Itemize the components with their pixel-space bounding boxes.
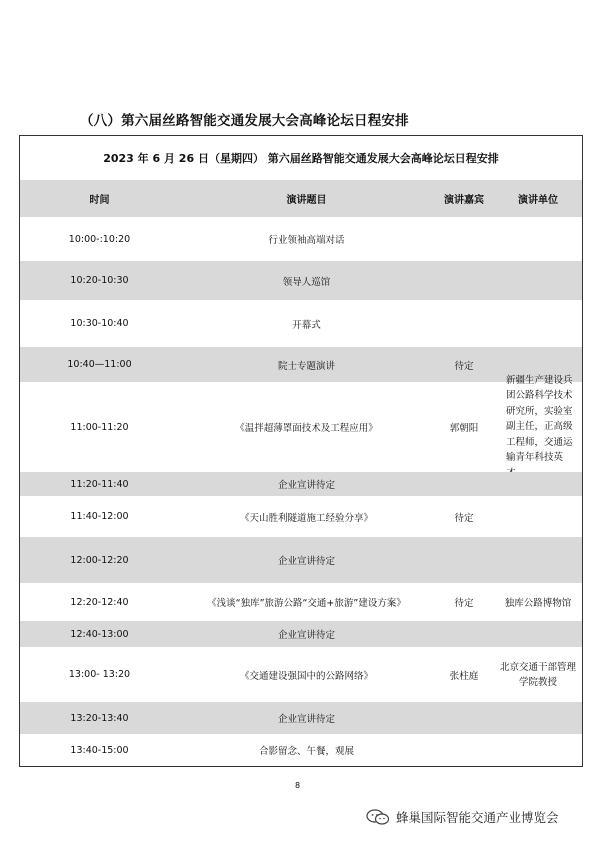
- row-time: 10:20-10:30: [70, 275, 129, 286]
- table-row: [20, 382, 582, 472]
- header-unit: 演讲单位: [518, 195, 558, 206]
- table-row: [20, 734, 582, 766]
- row-unit: [494, 261, 582, 300]
- row-time: 12:40-13:00: [70, 628, 129, 640]
- row-topic: 《交通建设强国中的公路网络》: [239, 670, 373, 682]
- row-time: 13:40-15:00: [70, 744, 129, 756]
- row-speaker: 郭朝阳: [449, 423, 479, 434]
- row-unit: [494, 621, 582, 647]
- schedule-table: [19, 135, 583, 767]
- row-unit: [494, 734, 582, 766]
- row-speaker: 待定: [454, 598, 474, 609]
- table-row: [20, 702, 582, 734]
- header-row: [20, 180, 582, 217]
- schedule-title: 2023 年 6 月 26 日（星期四） 第六届丝路智能交通发展大会高峰论坛日程安排: [103, 152, 499, 165]
- row-topic: 企业宣讲待定: [277, 556, 335, 567]
- row-speaker: 待定: [454, 360, 474, 372]
- row-topic: 企业宣讲待定: [277, 630, 335, 641]
- row-topic: 企业宣讲待定: [277, 714, 335, 725]
- row-time: 11:00-11:20: [70, 421, 129, 433]
- row-topic: 合影留念、午餐，观展: [258, 746, 354, 757]
- row-time: 11:20-11:40: [70, 478, 129, 490]
- table-row: [20, 300, 582, 347]
- footer-watermark: [366, 808, 559, 826]
- footer-text: 蜂巢国际智能交通产业博览会: [396, 810, 559, 825]
- table-row: [20, 472, 582, 496]
- table-row: [20, 261, 582, 300]
- row-topic: 《温拌超薄罩面技术及工程应用》: [235, 423, 378, 434]
- row-topic: 《浅谈“独库”旅游公路“交通+旅游”建设方案》: [207, 598, 406, 609]
- row-time: 10:30-10:40: [70, 318, 129, 329]
- row-unit: [494, 702, 582, 734]
- row-topic: 《天山胜利隧道施工经验分享》: [239, 512, 373, 524]
- row-time: 10:40—11:00: [67, 359, 132, 370]
- row-time: 13:20-13:40: [70, 712, 129, 724]
- header-time: 时间: [89, 195, 110, 206]
- table-row: [20, 621, 582, 647]
- row-speaker: [434, 472, 494, 496]
- row-speaker: [434, 217, 494, 261]
- row-speaker: 待定: [454, 512, 474, 524]
- row-unit: [494, 472, 582, 496]
- row-topic: 开幕式: [292, 319, 321, 331]
- row-unit: [494, 300, 582, 347]
- row-unit: 团公路科学技术研究所，实验室副主任，正高级工程师，交通运输青年科技英: [506, 390, 573, 464]
- row-unit: [494, 217, 582, 261]
- wechat-icon: [366, 809, 390, 825]
- row-speaker: [434, 300, 494, 347]
- row-speaker: [434, 734, 494, 766]
- table-row: [20, 537, 582, 583]
- row-time: 13:00- 13:20: [68, 669, 131, 680]
- row-unit: 独库公路博物馆: [504, 598, 572, 609]
- row-unit: 北京交通干部管理学院教授: [500, 661, 577, 688]
- row-speaker: 张柱庭: [449, 670, 479, 682]
- table-row: [20, 647, 582, 702]
- row-speaker: [434, 261, 494, 300]
- row-topic: 院士专题演讲: [277, 360, 335, 372]
- row-time: 11:40-12:00: [70, 511, 129, 522]
- row-topic: 行业领袖高端对话: [268, 235, 345, 246]
- table-row: [20, 217, 582, 261]
- section-heading: （八）第六届丝路智能交通发展大会高峰论坛日程安排: [80, 113, 409, 129]
- row-speaker: [434, 537, 494, 583]
- header-speaker: 演讲嘉宾: [444, 195, 484, 206]
- row-time: 10:00-:10:20: [68, 233, 131, 245]
- row-time: 12:00-12:20: [70, 554, 129, 566]
- table-row: [20, 583, 582, 621]
- header-topic: 演讲题目: [286, 195, 327, 206]
- row-topic: 领导人巡馆: [282, 276, 331, 288]
- table-row: [20, 496, 582, 537]
- table-row: [20, 347, 582, 382]
- row-topic: 企业宣讲待定: [277, 480, 335, 491]
- row-speaker: [434, 702, 494, 734]
- row-unit: [494, 537, 582, 583]
- row-time: 12:20-12:40: [70, 596, 129, 608]
- schedule-title-row: [20, 136, 582, 180]
- row-speaker: [434, 621, 494, 647]
- page-number: 8: [294, 781, 301, 790]
- row-unit: [494, 496, 582, 537]
